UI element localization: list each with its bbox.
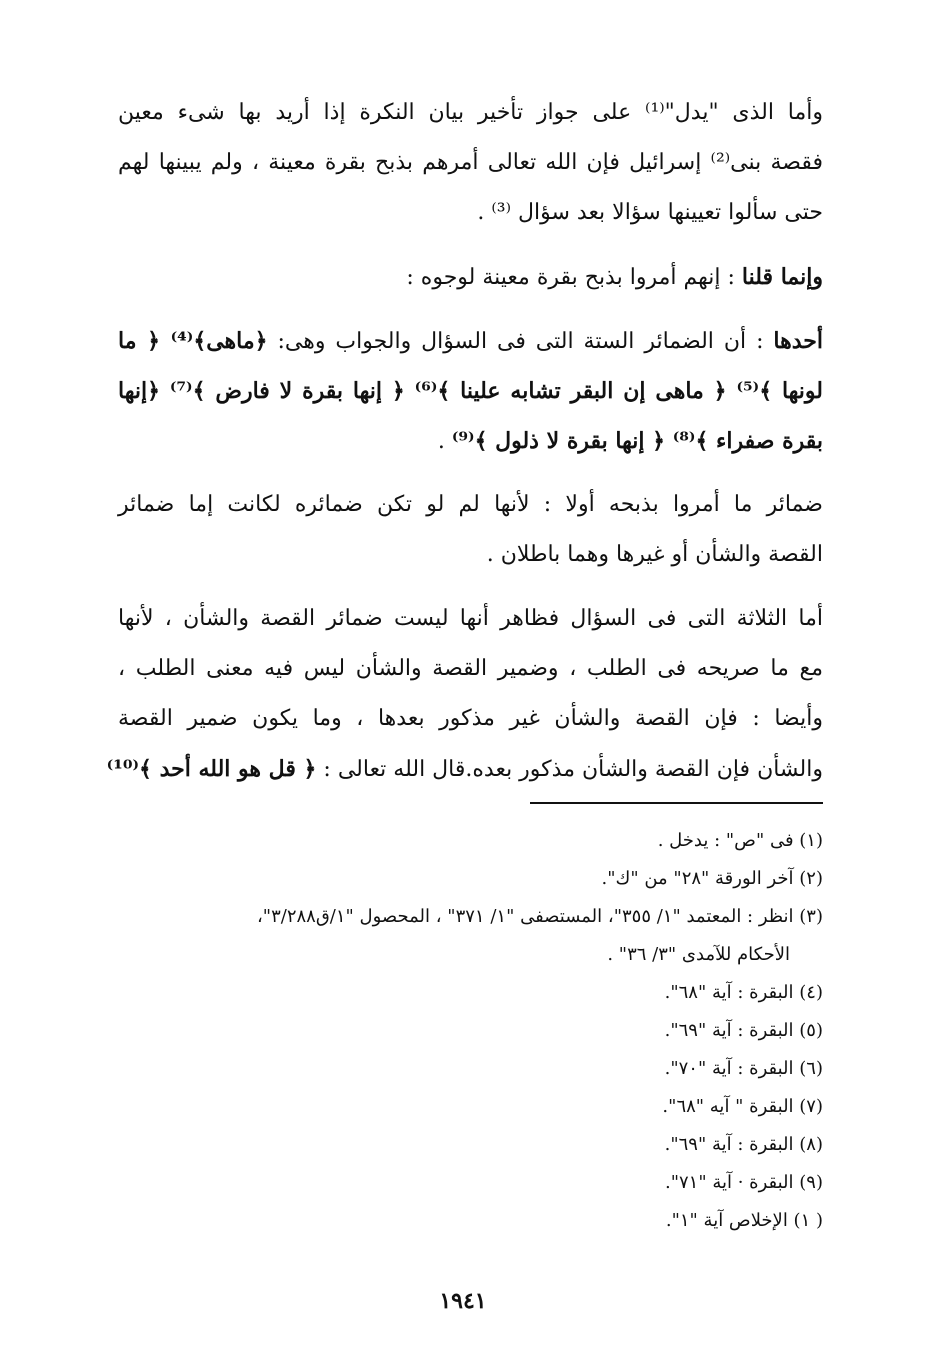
footnote: (٥) البقرة : آية "٦٩". [664,1020,823,1041]
paragraph-lead: أحدها [773,328,823,354]
text-line: أما الثلاثة التى فى السؤال فظاهر أنها ليست ضمائر القصة والشأن ، لأنها [118,606,823,631]
text-line: وأيضا : فإن القصة والشأن غير مذكور بعدها ، وما يكون ضمير القصة [118,706,823,731]
text-line [106,744,823,794]
text-line [118,252,823,302]
text-line: فقصة بنى⁽²⁾ إسرائيل فإن الله تعالى أمرهم بذبح بقرة معينة ، ولم يبينها لهم [118,150,824,175]
footnote: (٦) البقرة : آية "٧٠". [664,1058,823,1079]
text-line: ضمائر ما أمروا بذبحه أولا : لأنها لم لو تكن ضمائره لكانت إما ضمائر [118,492,823,517]
footnotes [118,822,823,1240]
footnote-divider [530,802,823,804]
quran-quote: ﴿ماهى﴾⁽⁴⁾ ﴿ ما [118,328,268,354]
paragraph-text: والشأن فإن القصة والشأن مذكور بعده.قال الله تعالى : [316,757,823,782]
footnote: (٢) آخر الورقة "٢٨" من "ك". [601,868,823,889]
main-text [106,88,824,794]
quran-quote: بقرة صفراء ﴾⁽⁸⁾ ﴿ إنها بقرة لا ذلول ﴾⁽⁹⁾ [451,428,823,454]
footnote: (٩) البقرة · آية "٧١". [664,1172,823,1193]
paragraph-lead: وإنما قلنا [741,264,823,290]
text-line: القصة والشأن أو غيرها وهما باطلان . [486,542,823,567]
quran-quote: لونها ﴾⁽⁵⁾ ﴿ ماهى إن البقر تشابه علينا ﴾⁽⁶⁾ ﴿ إنها بقرة لا فارض ﴾⁽⁷⁾ ﴿إنها [118,378,823,404]
text-line: مع ما صريحه فى الطلب ، وضمير القصة والشأن ليس فيه معنى الطلب ، [118,656,823,681]
text-line [118,416,823,466]
paragraph-text: . [437,429,452,454]
footnote: (٤) البقرة : آية "٦٨". [664,982,823,1003]
quran-quote: ﴿ قل هو الله أحد ﴾⁽¹⁰⁾ [106,756,317,782]
footnote: (١) فى "ص" : يدخل . [657,830,823,851]
page-number: ١٩٤١ [439,1288,487,1314]
text-line [118,366,823,416]
footnote: (٨) البقرة : آية "٦٩". [664,1134,823,1155]
footnote-continuation: الأحكام للآمدى "٣/ ٣٦" . [607,944,790,965]
footnote: (٧) البقرة " آيه "٦٨". [662,1096,823,1117]
text-line [118,316,823,366]
footnote: ( ١) الإخلاص آية "١". [665,1210,823,1231]
text-line: وأما الذى "يدل"⁽¹⁾ على جواز تأخير بيان النكرة إذا أريد بها شىء معين [118,100,824,125]
paragraph-text: : إنهم أمروا بذبح بقرة معينة لوجوه : [406,265,742,290]
footnote: (٣) انظر : المعتمد "١/ ٣٥٥"، المستصفى "١/ ٣٧١" ، المحصول "١/ق٣/٢٨٨"، [257,906,823,927]
paragraph-text: : أن الضمائر الستة التى فى السؤال والجواب وهى: [267,329,774,354]
text-line: حتى سألوا تعيينها سؤالا بعد سؤال ⁽³⁾ . [477,200,823,225]
